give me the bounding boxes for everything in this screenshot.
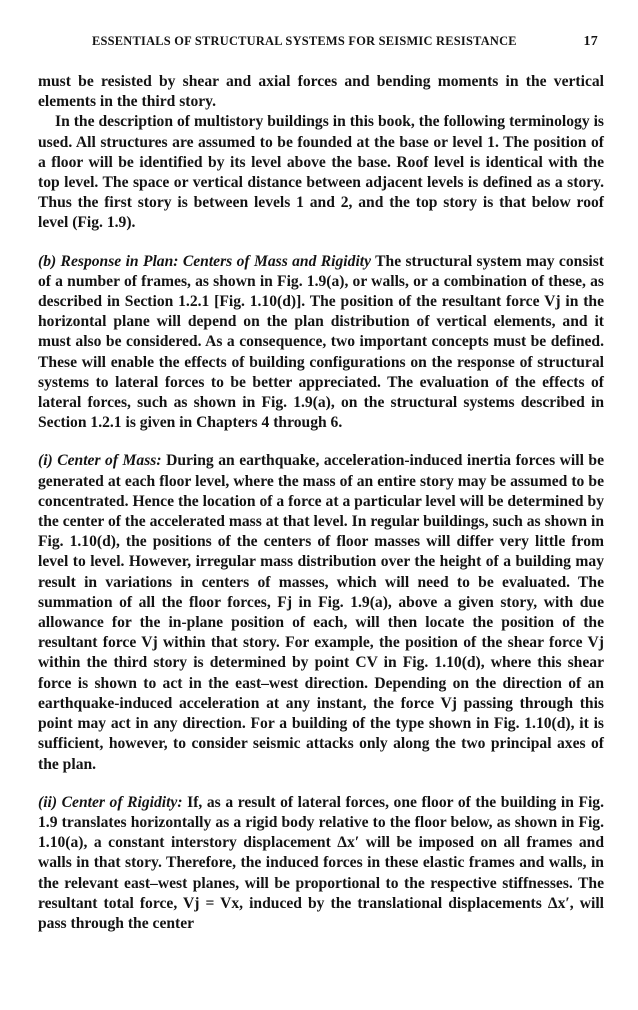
paragraph-center-of-mass	[38, 451, 604, 774]
running-title: ESSENTIALS OF STRUCTURAL SYSTEMS FOR SEISMIC RESISTANCE	[92, 34, 517, 48]
paragraph-center-of-mass-text: During an earthquake, acceleration-induced inertia forces will be generated at each floor level, where the mass of an entire story may be assumed to be concentrated. Hence the location of a force at a particular level will be determined by the center of the accelerated mass at that level. In regular buildings, such as shown in Fig. 1.10(d), the positions of the centers of floor masses will differ very little from level to level. However, irregular mass distribution over the height of a building may result in variations in centers of masses, which will need to be evaluated. The summation of all the floor forces, Fj in Fig. 1.9(a), above a given story, with due allowance for the in-plane position of each, will then locate the position of the resultant force Vj within that story. For example, the position of the shear force Vj within the third story is determined by point CV in Fig. 1.10(d), where this shear force is shown to act in the east–west direction. Depending on the direction of an earthquake-induced acceleration at any instant, the force Vj passing through this point may act in any direction. For a building of the type shown in Fig. 1.10(d), it is sufficient, however, to consider seismic attacks only along the two principal axes of the plan.	[38, 452, 605, 773]
section-heading-response-in-plan: (b) Response in Plan: Centers of Mass and Rigidity	[38, 252, 372, 270]
page-number: 17	[583, 34, 598, 49]
paragraph-response-in-plan	[38, 252, 604, 434]
body-text	[38, 72, 604, 934]
section-heading-center-of-mass: (i) Center of Mass:	[38, 452, 162, 470]
section-heading-center-of-rigidity: (ii) Center of Rigidity:	[38, 793, 183, 811]
paragraph-center-of-rigidity-text: If, as a result of lateral forces, one floor of the building in Fig. 1.9 translates horizontally as a rigid body relative to the floor below, as shown in Fig. 1.10(a), a constant interstory displacement Δx′ will be imposed on all frames and walls in that story. Therefore, the induced forces in these elastic frames and walls, in the relevant east–west planes, will be proportional to the respective stiffnesses. The resultant total force, Vj = Vx, induced by the translational displacements Δx′, will pass through the center	[38, 793, 605, 932]
paragraph-response-in-plan-text: The structural system may consist of a number of frames, as shown in Fig. 1.9(a), or walls, or a combination of these, as described in Section 1.2.1 [Fig. 1.10(d)]. The position of the resultant force Vj in the horizontal plane will depend on the plan distribution of vertical elements, and it must also be considered. As a consequence, two important concepts must be defined. These will enable the effects of building configurations on the response of structural systems to lateral forces to be better appreciated. The evaluation of the effects of lateral forces, such as shown in Fig. 1.9(a), on the structural systems described in Section 1.2.1 is given in Chapters 4 through 6.	[38, 252, 604, 432]
paragraph-center-of-rigidity	[38, 793, 604, 934]
paragraph-terminology: In the description of multistory buildings in this book, the following terminology is used. All structures are assumed to be founded at the base or level 1. The position of a floor will be identified by its level above the base. Roof level is identical with the top level. The space or vertical distance between adjacent levels is defined as a story. Thus the first story is between levels 1 and 2, and the top story is that below roof level (Fig. 1.9).	[38, 113, 604, 232]
running-header	[92, 34, 598, 49]
paragraph-continuation: must be resisted by shear and axial forces and bending moments in the vertical elements in the third story.	[38, 73, 604, 111]
